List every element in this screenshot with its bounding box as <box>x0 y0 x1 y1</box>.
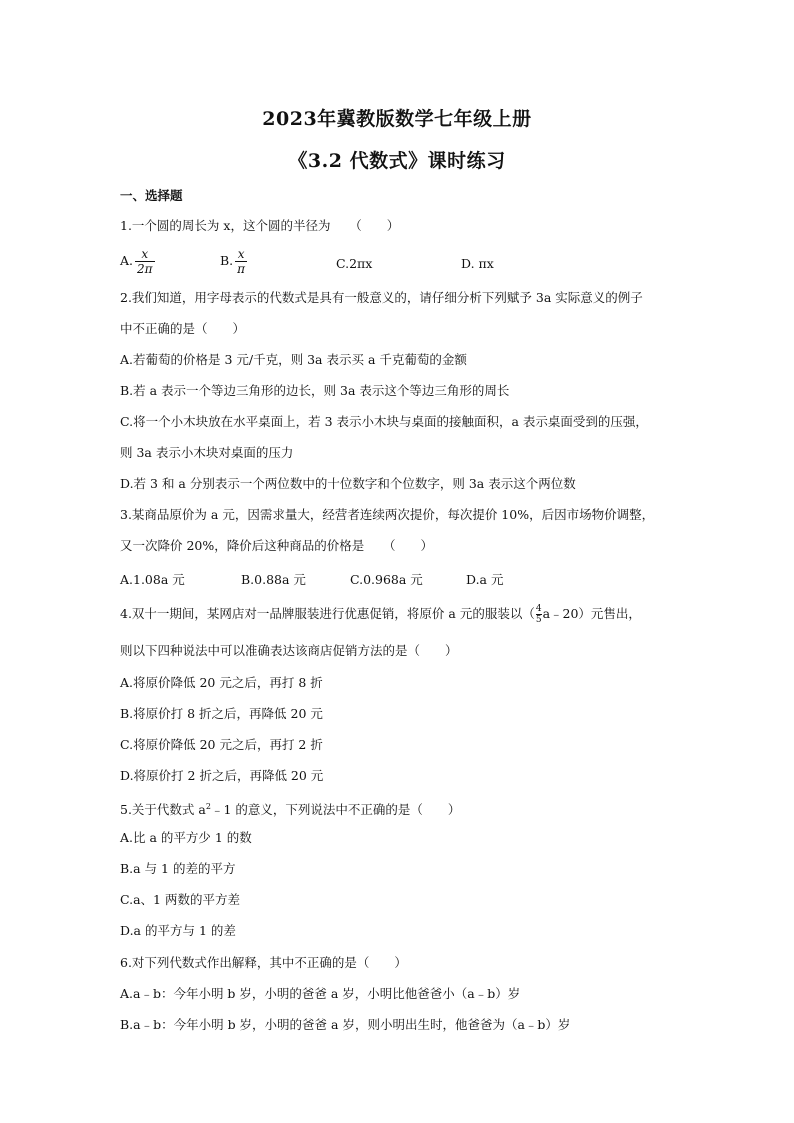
q1-option-b-label: B. <box>220 253 234 268</box>
q1-b-denominator: π <box>237 262 246 276</box>
q1-stem: 1.一个圆的周长为 x，这个圆的半径为 （ ） <box>120 218 400 233</box>
q1-option-d: D. πx <box>461 256 494 271</box>
q2-option-d: D.若 3 和 a 分别表示一个两位数中的十位数字和个位数字，则 3a 表示这个两位数 <box>120 476 576 491</box>
q3-option-b: B.0.88a 元 <box>241 572 306 587</box>
q4-stem-line2: 则以下四种说法中可以准确表达该商店促销方法的是（ ） <box>120 643 458 658</box>
document-title: 2023年冀教版数学七年级上册 <box>262 108 532 130</box>
q3-stem-line2: 又一次降价 20%，降价后这种商品的价格是 （ ） <box>120 538 434 553</box>
q2-option-c-line1: C.将一个小木块放在水平桌面上，若 3 表示小木块与桌面的接触面积，a 表示桌面受到的压强， <box>120 414 648 429</box>
q6-option-b: B.a﹣b：今年小明 b 岁，小明的爸爸 a 岁，则小明出生时，他爸爸为（a﹣b）岁 <box>120 1017 571 1032</box>
q5-exponent: 2 <box>205 802 211 811</box>
q4-stem-after: a﹣20）元售出， <box>542 606 641 621</box>
q1-a-denominator: 2π <box>137 262 153 276</box>
q4-stem-line1 <box>120 604 680 625</box>
q4-option-b: B.将原价打 8 折之后，再降低 20 元 <box>120 706 323 721</box>
q3-option-a: A.1.08a 元 <box>120 572 185 587</box>
q1-option-b <box>220 247 247 276</box>
q4-fraction-denominator: 5 <box>535 615 542 625</box>
q6-option-a: A.a﹣b：今年小明 b 岁，小明的爸爸 a 岁，小明比他爸爸小（a﹣b）岁 <box>120 986 521 1001</box>
q1-option-a-fraction <box>135 247 155 276</box>
q4-fraction-numerator: 4 <box>535 604 542 614</box>
q1-option-a <box>120 247 155 276</box>
q5-stem <box>120 799 680 818</box>
q6-stem: 6.对下列代数式作出解释，其中不正确的是（ ） <box>120 955 407 970</box>
q4-fraction <box>536 604 542 625</box>
q2-stem-line1: 2.我们知道，用字母表示的代数式是具有一般意义的，请仔细分析下列赋予 3a 实际意义的例子 <box>120 290 643 305</box>
q2-stem-line2: 中不正确的是（ ） <box>120 321 246 336</box>
q5-stem-before: 5.关于代数式 a <box>120 802 206 818</box>
q5-stem-after: ﹣1 的意义，下列说法中不正确的是（ ） <box>210 802 461 818</box>
q1-option-b-fraction <box>235 247 247 276</box>
document-subtitle: 《3.2 代数式》课时练习 <box>288 150 506 172</box>
q3-option-c: C.0.968a 元 <box>350 572 423 587</box>
q3-stem-line1: 3.某商品原价为 a 元，因需求量大，经营者连续两次提价，每次提价 10%，后因市场物价调整， <box>120 507 655 522</box>
section-heading: 一、选择题 <box>120 188 183 203</box>
q4-option-a: A.将原价降低 20 元之后，再打 8 折 <box>120 675 323 690</box>
q3-option-d: D.a 元 <box>466 572 504 587</box>
q4-option-d: D.将原价打 2 折之后，再降低 20 元 <box>120 768 324 783</box>
q2-option-a: A.若葡萄的价格是 3 元/千克，则 3a 表示买 a 千克葡萄的金额 <box>120 352 467 367</box>
q1-option-a-label: A. <box>120 253 134 268</box>
q2-option-c-line2: 则 3a 表示小木块对桌面的压力 <box>120 445 294 460</box>
q5-option-c: C.a、1 两数的平方差 <box>120 892 240 907</box>
q5-option-b: B.a 与 1 的差的平方 <box>120 861 236 876</box>
q1-b-numerator: x <box>237 247 245 261</box>
q5-option-a: A.比 a 的平方少 1 的数 <box>120 830 252 845</box>
q5-option-d: D.a 的平方与 1 的差 <box>120 923 236 938</box>
q1-a-numerator: x <box>141 247 149 261</box>
q4-stem-before: 4.双十一期间，某网店对一品牌服装进行优惠促销，将原价 a 元的服装以（ <box>120 606 535 621</box>
q2-option-b: B.若 a 表示一个等边三角形的边长，则 3a 表示这个等边三角形的周长 <box>120 383 510 398</box>
q1-option-c: C.2πx <box>336 256 373 271</box>
q4-option-c: C.将原价降低 20 元之后，再打 2 折 <box>120 737 323 752</box>
